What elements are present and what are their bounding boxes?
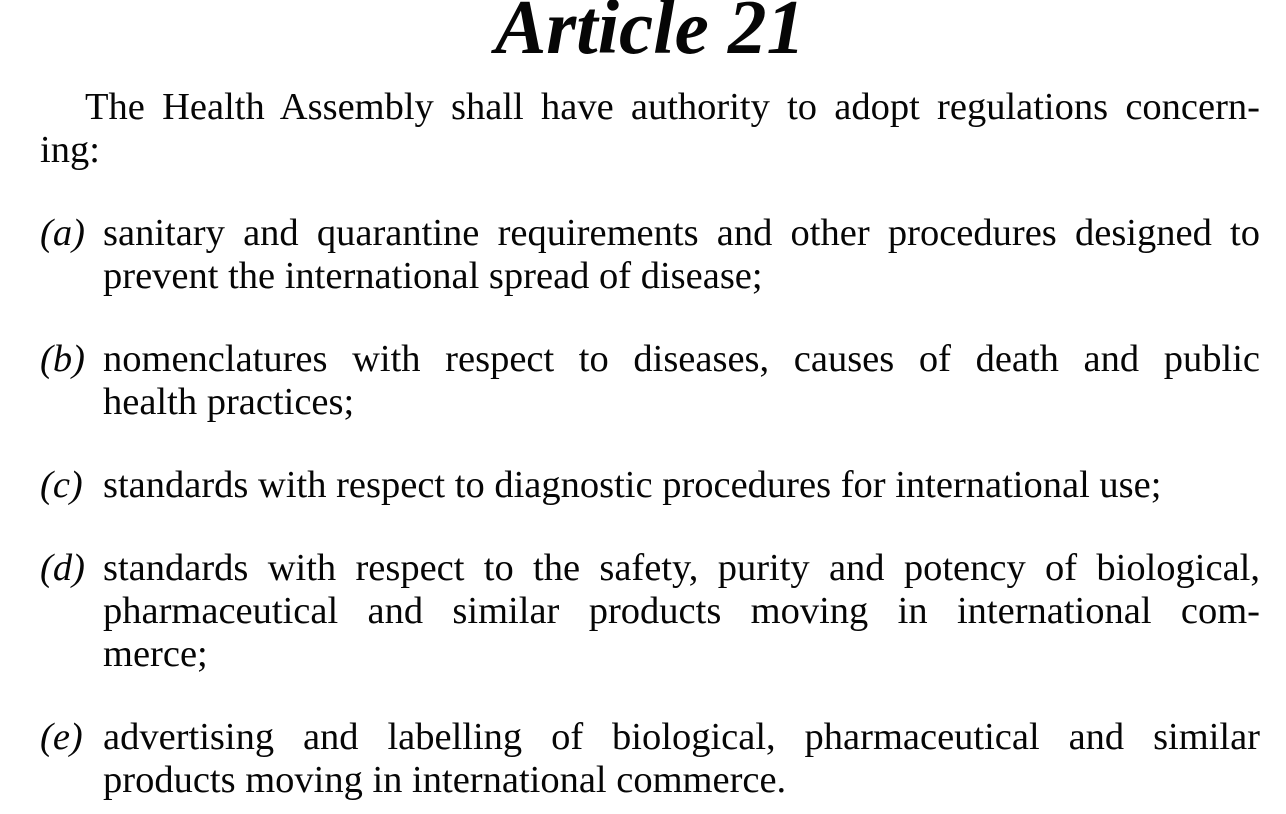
- text-line: sanitary and quarantine requirements and other procedures designed to: [103, 212, 1260, 254]
- text-line: pharmaceutical and similar products moving in international com-: [103, 590, 1260, 632]
- text-line: prevent the international spread of disease;: [103, 255, 763, 297]
- item-label-c: (c): [40, 464, 83, 506]
- article-heading: Article 21: [494, 0, 806, 70]
- item-label-e: (e): [40, 716, 83, 758]
- text-line: products moving in international commerce.: [103, 759, 787, 801]
- list-item-e: [40, 716, 1260, 802]
- text-line: health practices;: [103, 381, 355, 423]
- list-item-c: [40, 464, 1260, 507]
- list-item-b: [40, 338, 1260, 424]
- list-item-d: [40, 547, 1260, 676]
- text-line: standards with respect to diagnostic procedures for international use;: [103, 464, 1162, 506]
- text-line: standards with respect to the safety, purity and potency of biological,: [103, 547, 1260, 589]
- list-item-a: [40, 212, 1260, 298]
- text-line: ing:: [40, 129, 100, 171]
- text-line: advertising and labelling of biological, pharmaceutical and similar: [103, 716, 1260, 758]
- text-line: The Health Assembly shall have authority to adopt regulations concern-: [85, 86, 1260, 128]
- text-line: nomenclatures with respect to diseases, causes of death and public: [103, 338, 1260, 380]
- item-label-a: (a): [40, 212, 85, 254]
- item-label-b: (b): [40, 338, 85, 380]
- intro-paragraph: [40, 86, 1260, 172]
- item-label-d: (d): [40, 547, 85, 589]
- text-line: merce;: [103, 633, 208, 675]
